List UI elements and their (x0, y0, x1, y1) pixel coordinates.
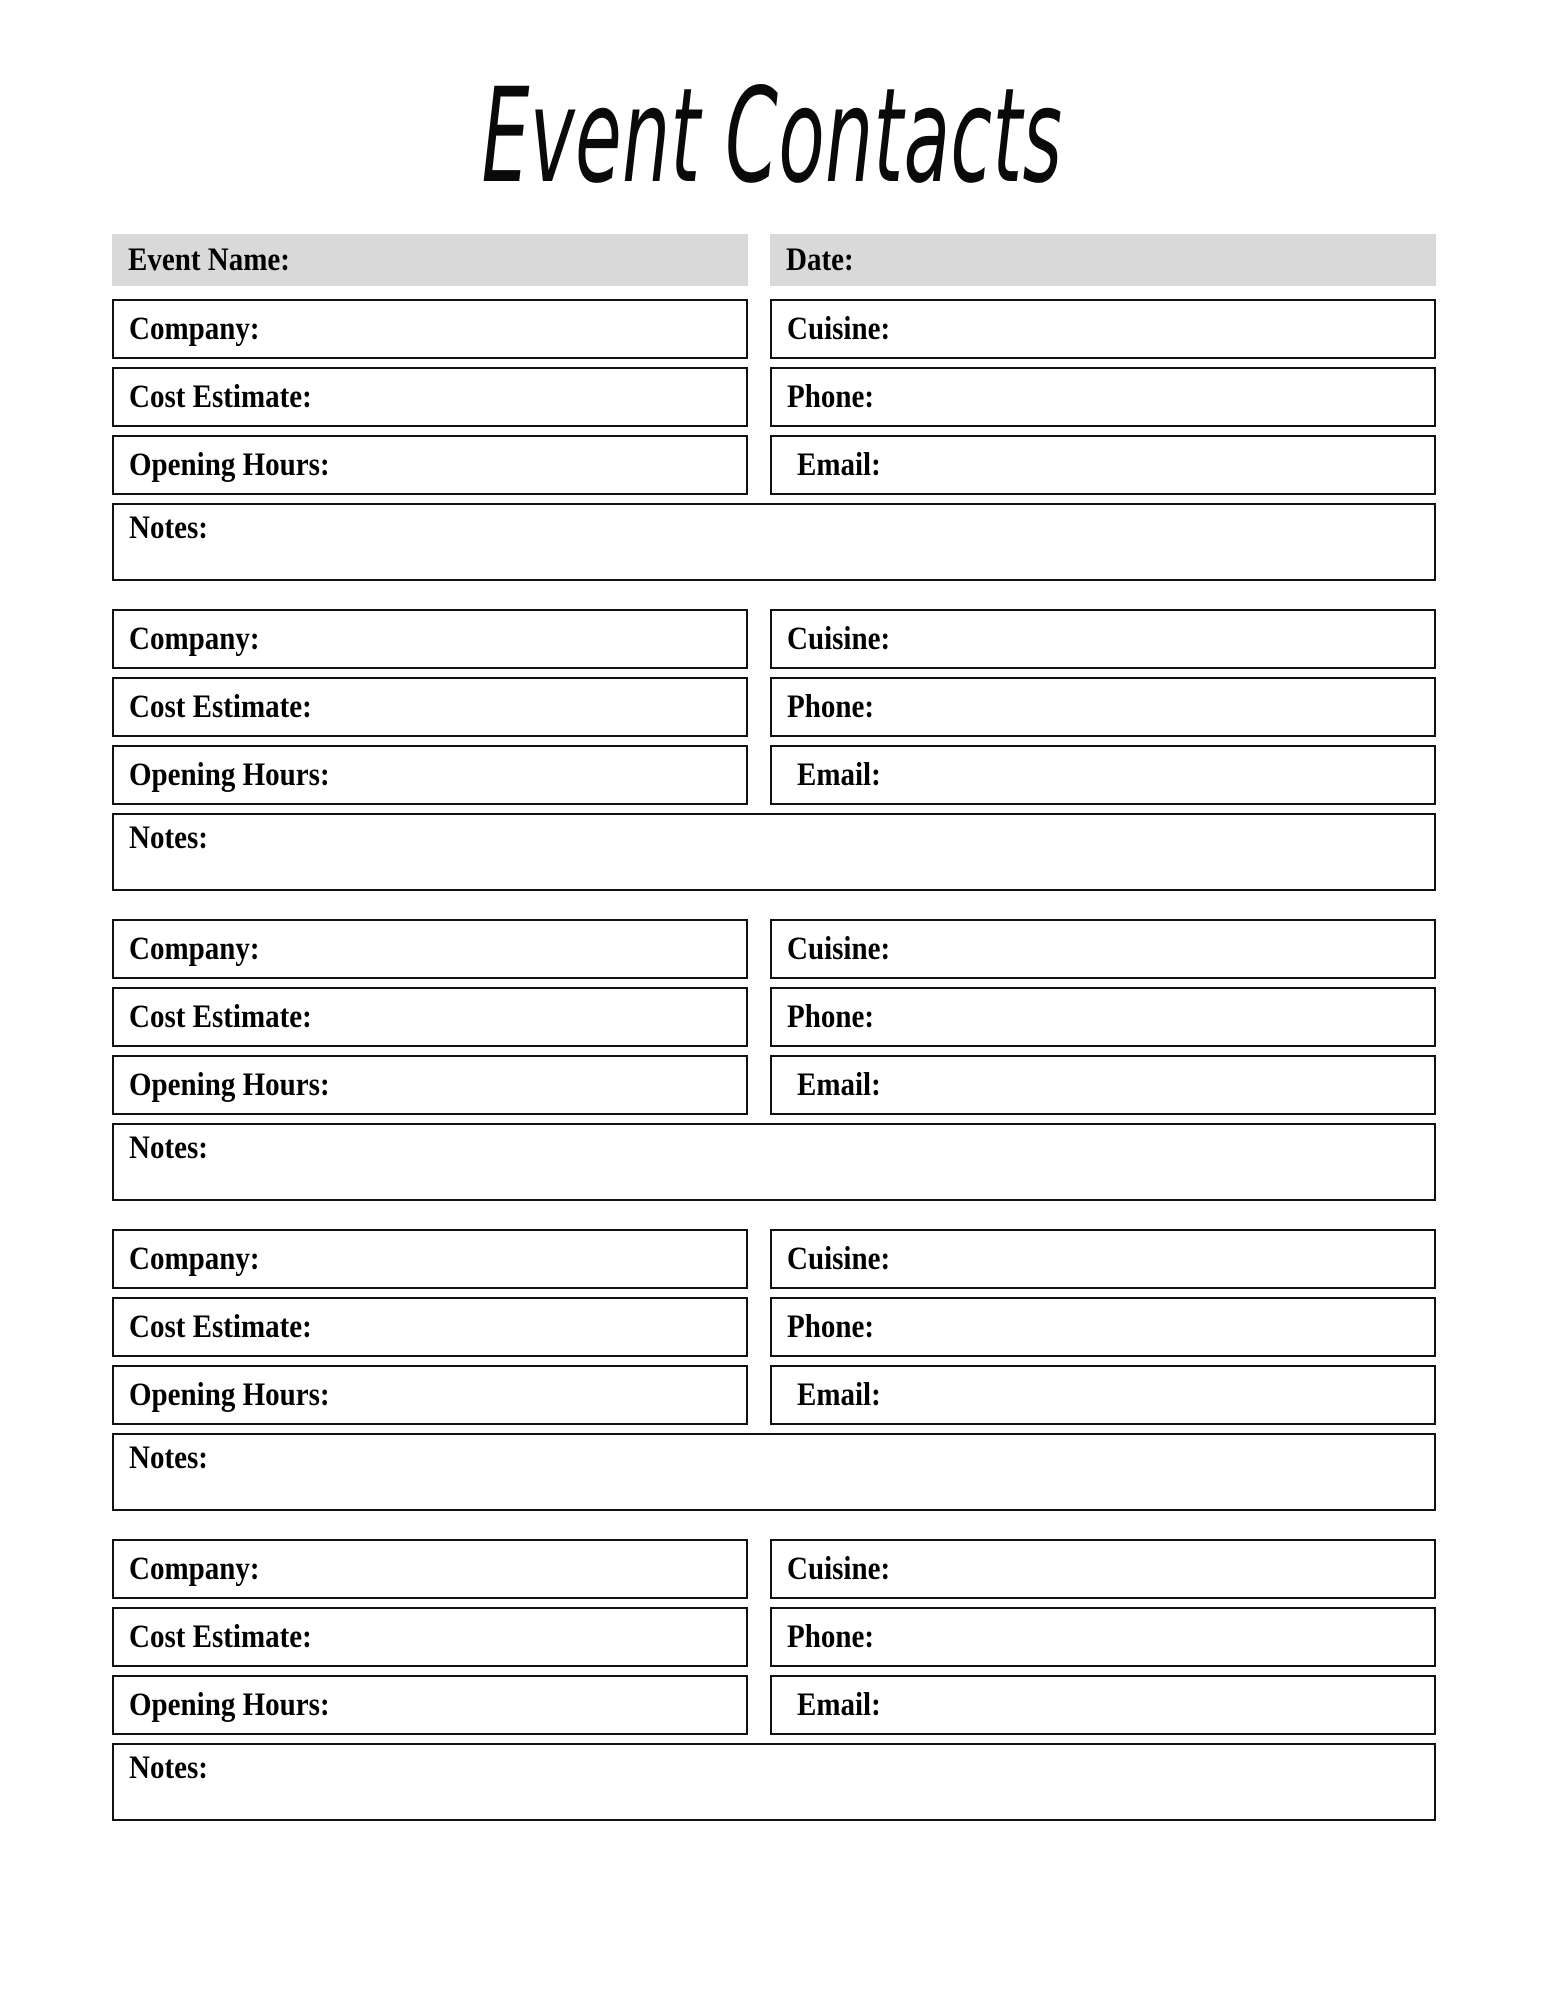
company-label: Company: (129, 1550, 260, 1587)
date-field[interactable] (770, 234, 1436, 286)
company-cuisine-row (112, 1229, 1436, 1289)
notes-row (112, 1123, 1436, 1201)
cuisine-field[interactable] (770, 1539, 1436, 1599)
phone-field[interactable] (770, 987, 1436, 1047)
company-label: Company: (129, 310, 260, 347)
company-field[interactable] (112, 1229, 748, 1289)
hours-email-row (112, 1055, 1436, 1115)
cuisine-label: Cuisine: (787, 1550, 891, 1587)
sheet-header-row (112, 234, 1436, 286)
phone-field[interactable] (770, 677, 1436, 737)
cost-estimate-field[interactable] (112, 1607, 748, 1667)
company-field[interactable] (112, 299, 748, 359)
cost-estimate-field[interactable] (112, 367, 748, 427)
phone-label: Phone: (787, 688, 874, 725)
notes-label: Notes: (129, 510, 208, 546)
company-label: Company: (129, 1240, 260, 1277)
company-cuisine-row (112, 609, 1436, 669)
opening-hours-field[interactable] (112, 1365, 748, 1425)
phone-label: Phone: (787, 1308, 874, 1345)
cost-phone-row (112, 677, 1436, 737)
notes-field[interactable] (112, 813, 1436, 891)
cost-estimate-label: Cost Estimate: (129, 1308, 312, 1345)
company-field[interactable] (112, 1539, 748, 1599)
email-label: Email: (797, 756, 881, 793)
cost-phone-row (112, 1607, 1436, 1667)
page-title: Event Contacts (482, 60, 1063, 213)
company-label: Company: (129, 930, 260, 967)
opening-hours-label: Opening Hours: (129, 756, 330, 793)
cost-estimate-label: Cost Estimate: (129, 998, 312, 1035)
phone-field[interactable] (770, 1607, 1436, 1667)
notes-label: Notes: (129, 1130, 208, 1166)
hours-email-row (112, 1365, 1436, 1425)
notes-field[interactable] (112, 1123, 1436, 1201)
cost-estimate-label: Cost Estimate: (129, 378, 312, 415)
notes-row (112, 813, 1436, 891)
cuisine-label: Cuisine: (787, 620, 891, 657)
hours-email-row (112, 745, 1436, 805)
opening-hours-field[interactable] (112, 435, 748, 495)
cuisine-field[interactable] (770, 609, 1436, 669)
company-field[interactable] (112, 919, 748, 979)
phone-label: Phone: (787, 378, 874, 415)
hours-email-row (112, 435, 1436, 495)
cost-estimate-field[interactable] (112, 1297, 748, 1357)
company-label: Company: (129, 620, 260, 657)
cost-phone-row (112, 1297, 1436, 1357)
contacts-sheet (112, 234, 1436, 1821)
phone-label: Phone: (787, 1618, 874, 1655)
event-name-label: Event Name: (128, 241, 290, 278)
email-field[interactable] (770, 1365, 1436, 1425)
cuisine-field[interactable] (770, 919, 1436, 979)
hours-email-row (112, 1675, 1436, 1735)
cost-estimate-field[interactable] (112, 677, 748, 737)
cuisine-label: Cuisine: (787, 310, 891, 347)
email-label: Email: (797, 1376, 881, 1413)
phone-field[interactable] (770, 1297, 1436, 1357)
email-field[interactable] (770, 1675, 1436, 1735)
cuisine-label: Cuisine: (787, 930, 891, 967)
notes-label: Notes: (129, 1440, 208, 1476)
opening-hours-field[interactable] (112, 1675, 748, 1735)
cost-phone-row (112, 987, 1436, 1047)
notes-label: Notes: (129, 820, 208, 856)
cost-estimate-field[interactable] (112, 987, 748, 1047)
email-field[interactable] (770, 745, 1436, 805)
contact-block (112, 1229, 1436, 1511)
notes-field[interactable] (112, 1433, 1436, 1511)
phone-label: Phone: (787, 998, 874, 1035)
contact-block (112, 609, 1436, 891)
contact-block (112, 919, 1436, 1201)
opening-hours-label: Opening Hours: (129, 1686, 330, 1723)
email-label: Email: (797, 446, 881, 483)
company-cuisine-row (112, 919, 1436, 979)
page-title-container (0, 60, 1545, 213)
cost-estimate-label: Cost Estimate: (129, 688, 312, 725)
email-field[interactable] (770, 1055, 1436, 1115)
notes-field[interactable] (112, 1743, 1436, 1821)
contact-block (112, 299, 1436, 581)
company-cuisine-row (112, 299, 1436, 359)
notes-label: Notes: (129, 1750, 208, 1786)
email-field[interactable] (770, 435, 1436, 495)
cost-estimate-label: Cost Estimate: (129, 1618, 312, 1655)
opening-hours-label: Opening Hours: (129, 1066, 330, 1103)
cuisine-field[interactable] (770, 1229, 1436, 1289)
notes-row (112, 503, 1436, 581)
company-cuisine-row (112, 1539, 1436, 1599)
contact-block (112, 1539, 1436, 1821)
opening-hours-label: Opening Hours: (129, 1376, 330, 1413)
opening-hours-field[interactable] (112, 1055, 748, 1115)
phone-field[interactable] (770, 367, 1436, 427)
email-label: Email: (797, 1066, 881, 1103)
notes-field[interactable] (112, 503, 1436, 581)
cuisine-field[interactable] (770, 299, 1436, 359)
event-name-field[interactable] (112, 234, 748, 286)
cost-phone-row (112, 367, 1436, 427)
notes-row (112, 1743, 1436, 1821)
opening-hours-label: Opening Hours: (129, 446, 330, 483)
company-field[interactable] (112, 609, 748, 669)
notes-row (112, 1433, 1436, 1511)
opening-hours-field[interactable] (112, 745, 748, 805)
cuisine-label: Cuisine: (787, 1240, 891, 1277)
email-label: Email: (797, 1686, 881, 1723)
date-label: Date: (786, 241, 854, 278)
